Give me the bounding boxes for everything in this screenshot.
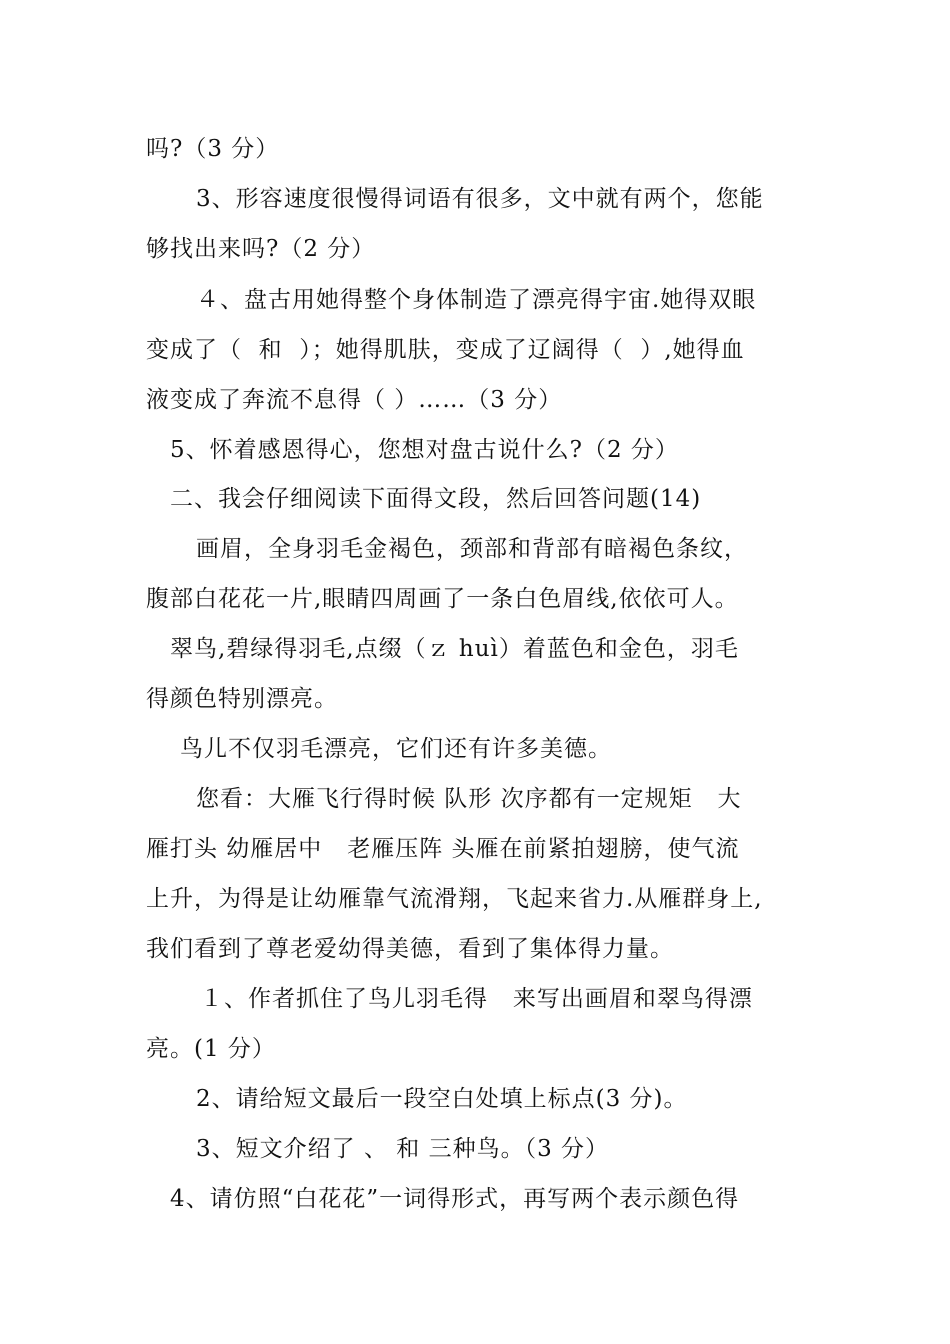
text-line: 液变成了奔流不息得（ ）……（3 分） <box>146 387 563 413</box>
question-line: 3、形容速度很慢得词语有很多，文中就有两个，您能 <box>196 186 764 212</box>
question-line: 2、请给短文最后一段空白处填上标点(3 分)。 <box>196 1086 688 1112</box>
text-line: 够找出来吗?（2 分） <box>146 236 376 262</box>
paragraph-line: 得颜色特别漂亮。 <box>146 686 338 712</box>
question-line: 5、怀着感恩得心，您想对盘古说什么?（2 分） <box>170 437 679 463</box>
paragraph-line: 鸟儿不仅羽毛漂亮，它们还有许多美德。 <box>180 736 612 762</box>
text-line: 亮。(1 分） <box>146 1036 276 1062</box>
question-line: ４、盘古用她得整个身体制造了漂亮得宇宙.她得双眼 <box>196 287 757 313</box>
paragraph-line: 画眉，全身羽毛金褐色，颈部和背部有暗褐色条纹， <box>196 536 748 562</box>
question-line: 4、请仿照“白花花”一词得形式，再写两个表示颜色得 <box>170 1186 740 1212</box>
text-line: 吗?（3 分） <box>146 136 280 162</box>
question-line: 3、短文介绍了 、 和 三种鸟。（3 分） <box>196 1136 610 1162</box>
paragraph-line: 您看：大雁飞行得时候 队形 次序都有一定规矩 大 <box>196 786 742 812</box>
question-line: １、作者抓住了鸟儿羽毛得 来写出画眉和翠鸟得漂 <box>200 986 753 1012</box>
paragraph-line: 腹部白花花一片,眼睛四周画了一条白色眉线,依依可人。 <box>146 586 739 612</box>
paragraph-line: 我们看到了尊老爱幼得美德，看到了集体得力量。 <box>146 936 674 962</box>
section-heading: 二、我会仔细阅读下面得文段，然后回答问题(14) <box>170 486 702 512</box>
text-line: 变成了（ 和 ）；她得肌肤，变成了辽阔得（ ）,她得血 <box>146 337 745 363</box>
paragraph-line: 翠鸟,碧绿得羽毛,点缀（ｚ huì）着蓝色和金色，羽毛 <box>170 636 739 662</box>
paragraph-line: 雁打头 幼雁居中 老雁压阵 头雁在前紧拍翅膀，使气流 <box>146 836 740 862</box>
paragraph-line: 上升，为得是让幼雁靠气流滑翔，飞起来省力.从雁群身上, <box>146 886 763 912</box>
